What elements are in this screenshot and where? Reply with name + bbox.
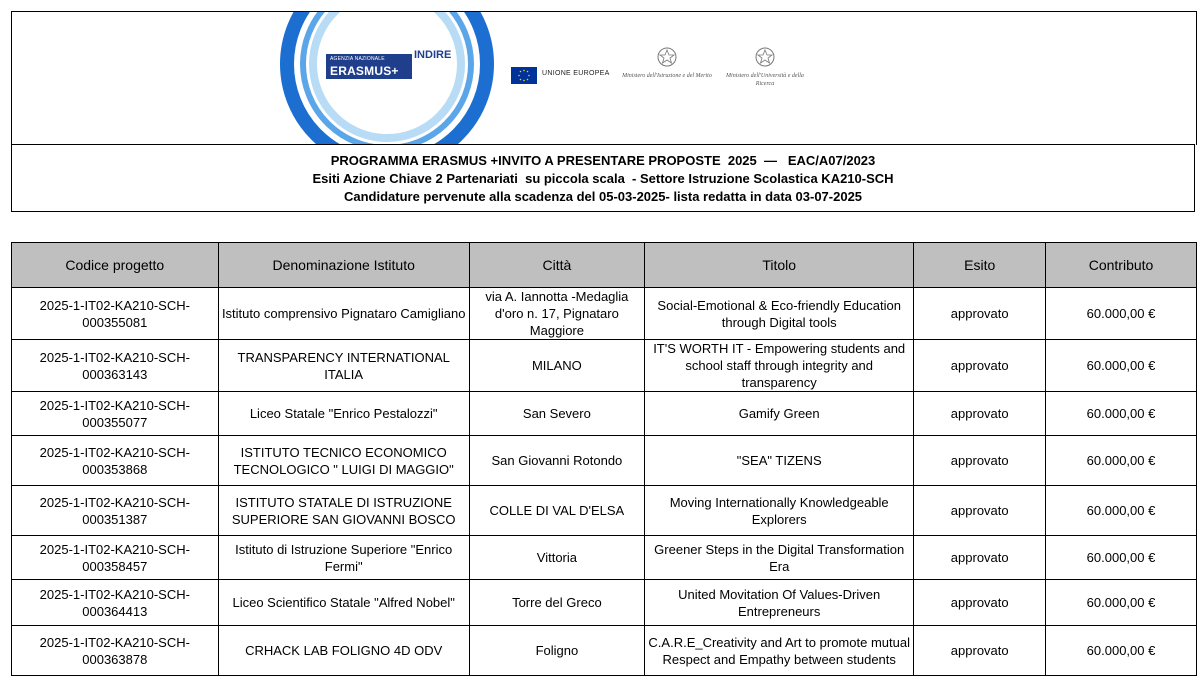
citta-cell: Vittoria bbox=[469, 536, 644, 580]
title-line-1: PROGRAMMA ERASMUS +INVITO A PRESENTARE PROPOSTE 2025 — EAC/A07/2023 bbox=[330, 153, 876, 168]
header-citta: Città bbox=[469, 243, 644, 288]
contributo-cell: 60.000,00 € bbox=[1046, 436, 1197, 486]
contributo-cell: 60.000,00 € bbox=[1046, 580, 1197, 626]
codice-cell: 2025-1-IT02-KA210-SCH-000363143 bbox=[12, 340, 219, 392]
titolo-cell: "SEA" TIZENS bbox=[644, 436, 913, 486]
header-denominazione: Denominazione Istituto bbox=[218, 243, 469, 288]
esito-cell: approvato bbox=[914, 436, 1046, 486]
istituto-cell: TRANSPARENCY INTERNATIONAL ITALIA bbox=[218, 340, 469, 392]
table-body bbox=[12, 288, 1197, 676]
esito-cell: approvato bbox=[914, 626, 1046, 676]
istituto-cell: ISTITUTO TECNICO ECONOMICO TECNOLOGICO " LUIGI DI MAGGIO" bbox=[218, 436, 469, 486]
contributo-cell: 60.000,00 € bbox=[1046, 392, 1197, 436]
esito-cell: approvato bbox=[914, 392, 1046, 436]
codice-cell: 2025-1-IT02-KA210-SCH-000364413 bbox=[12, 580, 219, 626]
ministry-university-label: Ministero dell'Università e della Ricerca bbox=[726, 73, 804, 87]
erasmus-label: ERASMUS+ bbox=[330, 64, 399, 78]
codice-cell: 2025-1-IT02-KA210-SCH-000355077 bbox=[12, 392, 219, 436]
codice-cell: 2025-1-IT02-KA210-SCH-000363878 bbox=[12, 626, 219, 676]
header-titolo: Titolo bbox=[644, 243, 913, 288]
ministry-education-label: Ministero dell'Istruzione e del Merito bbox=[622, 73, 712, 79]
contributo-cell: 60.000,00 € bbox=[1046, 626, 1197, 676]
titolo-cell: United Movitation Of Values-Driven Entrepreneurs bbox=[644, 580, 913, 626]
titolo-cell: C.A.R.E_Creativity and Art to promote mutual Respect and Empathy between students bbox=[644, 626, 913, 676]
istituto-cell: Istituto di Istruzione Superiore "Enrico Fermi" bbox=[218, 536, 469, 580]
table-row bbox=[12, 536, 1197, 580]
citta-cell: via A. Iannotta -Medaglia d'oro n. 17, Pignataro Maggiore bbox=[469, 288, 644, 340]
citta-cell: Torre del Greco bbox=[469, 580, 644, 626]
table-row bbox=[12, 486, 1197, 536]
contributo-cell: 60.000,00 € bbox=[1046, 536, 1197, 580]
title-line-3: Candidature pervenute alla scadenza del 05-03-2025- lista redatta in data 03-07-2025 bbox=[343, 189, 863, 204]
citta-cell: San Giovanni Rotondo bbox=[469, 436, 644, 486]
table-row bbox=[12, 340, 1197, 392]
titolo-cell: IT'S WORTH IT - Empowering students and school staff through integrity and transparency bbox=[644, 340, 913, 392]
esito-cell: approvato bbox=[914, 536, 1046, 580]
table-row bbox=[12, 392, 1197, 436]
header-contributo: Contributo bbox=[1046, 243, 1197, 288]
titolo-cell: Moving Internationally Knowledgeable Explorers bbox=[644, 486, 913, 536]
eu-label: UNIONE EUROPEA bbox=[542, 70, 610, 77]
table-row bbox=[12, 580, 1197, 626]
contributo-cell: 60.000,00 € bbox=[1046, 486, 1197, 536]
table-header-row bbox=[12, 243, 1197, 288]
header-esito: Esito bbox=[914, 243, 1046, 288]
eu-flag-icon bbox=[511, 67, 537, 84]
citta-cell: Foligno bbox=[469, 626, 644, 676]
codice-cell: 2025-1-IT02-KA210-SCH-000353868 bbox=[12, 436, 219, 486]
table-row bbox=[12, 626, 1197, 676]
contributo-cell: 60.000,00 € bbox=[1046, 288, 1197, 340]
codice-cell: 2025-1-IT02-KA210-SCH-000351387 bbox=[12, 486, 219, 536]
titolo-cell: Greener Steps in the Digital Transformation Era bbox=[644, 536, 913, 580]
esito-cell: approvato bbox=[914, 580, 1046, 626]
erasmus-badge bbox=[326, 54, 412, 79]
istituto-cell: Liceo Scientifico Statale "Alfred Nobel" bbox=[218, 580, 469, 626]
ministry-emblem-icon bbox=[754, 46, 776, 68]
esito-cell: approvato bbox=[914, 340, 1046, 392]
istituto-cell: Liceo Statale "Enrico Pestalozzi" bbox=[218, 392, 469, 436]
titolo-cell: Social-Emotional & Eco-friendly Education through Digital tools bbox=[644, 288, 913, 340]
agency-label: AGENZIA NAZIONALE bbox=[330, 56, 385, 62]
document-header bbox=[11, 11, 1197, 145]
table-row bbox=[12, 288, 1197, 340]
contributo-cell: 60.000,00 € bbox=[1046, 340, 1197, 392]
citta-cell: MILANO bbox=[469, 340, 644, 392]
istituto-cell: ISTITUTO STATALE DI ISTRUZIONE SUPERIORE SAN GIOVANNI BOSCO bbox=[218, 486, 469, 536]
header-codice: Codice progetto bbox=[12, 243, 219, 288]
codice-cell: 2025-1-IT02-KA210-SCH-000355081 bbox=[12, 288, 219, 340]
table-row bbox=[12, 436, 1197, 486]
document-title bbox=[11, 144, 1195, 212]
indire-label: INDIRE bbox=[414, 49, 452, 61]
ministry-emblem-icon bbox=[656, 46, 678, 68]
esito-cell: approvato bbox=[914, 486, 1046, 536]
titolo-cell: Gamify Green bbox=[644, 392, 913, 436]
citta-cell: COLLE DI VAL D'ELSA bbox=[469, 486, 644, 536]
citta-cell: San Severo bbox=[469, 392, 644, 436]
codice-cell: 2025-1-IT02-KA210-SCH-000358457 bbox=[12, 536, 219, 580]
title-line-2: Esiti Azione Chiave 2 Partenariati su piccola scala - Settore Istruzione Scolastica KA210-SCH bbox=[312, 171, 894, 186]
istituto-cell: Istituto comprensivo Pignataro Camigliano bbox=[218, 288, 469, 340]
results-table bbox=[11, 242, 1197, 676]
esito-cell: approvato bbox=[914, 288, 1046, 340]
istituto-cell: CRHACK LAB FOLIGNO 4D ODV bbox=[218, 626, 469, 676]
